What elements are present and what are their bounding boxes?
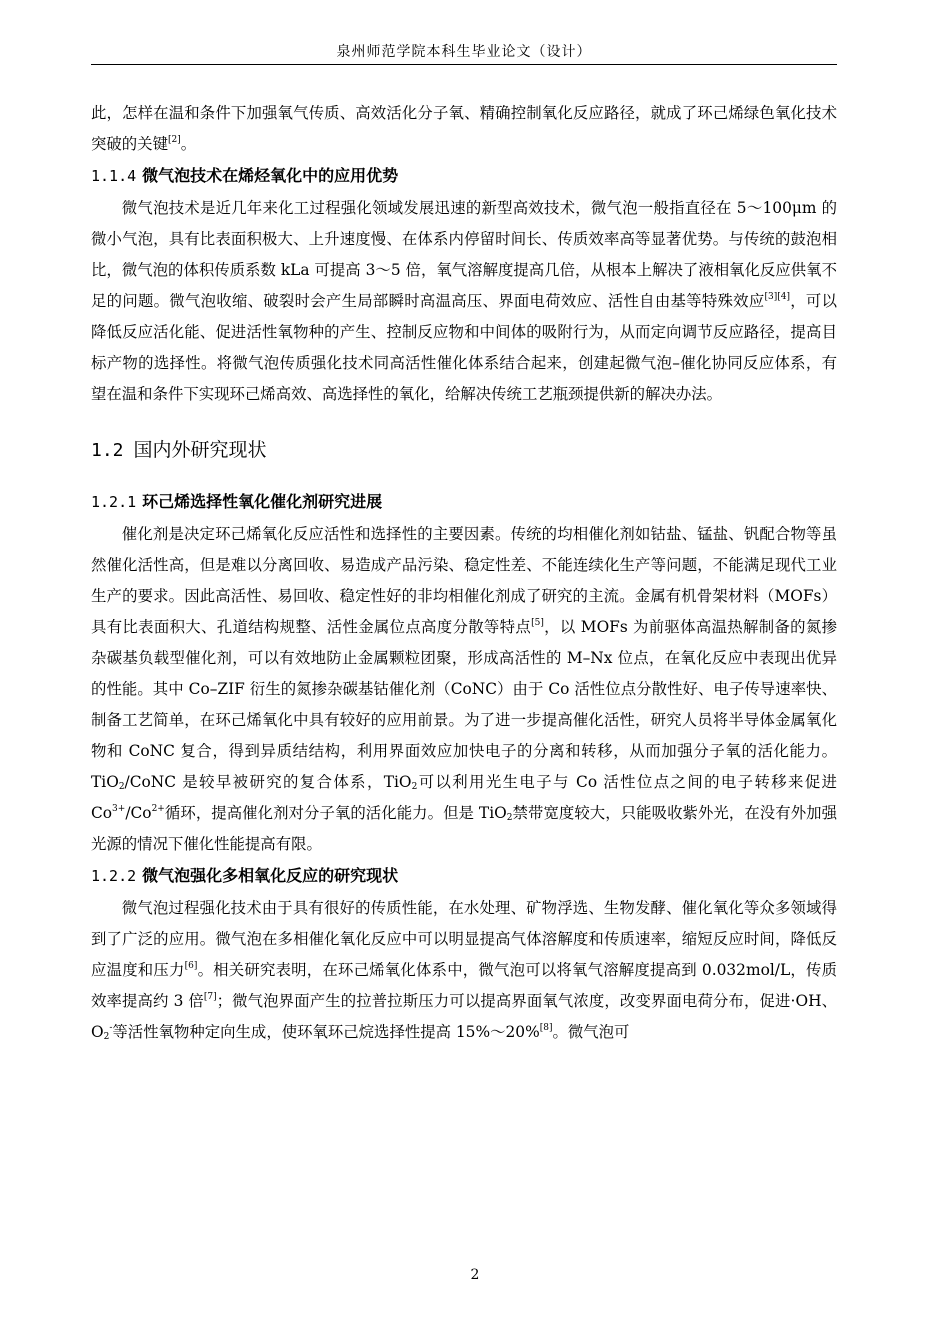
paragraph-catalyst-progress — [91, 519, 837, 860]
text: 此，怎样在温和条件下加强氧气传质、高效活化分子氧、精确控制氧化反应路径，就成了环己烯绿色氧化技术突破的关键 — [91, 104, 837, 153]
paragraph-microbubble-research — [91, 893, 837, 1048]
page-number: 2 — [470, 1267, 480, 1283]
section-heading-1-2-2 — [91, 861, 837, 891]
subscript: 2 — [103, 1032, 110, 1042]
text: /CoNC 是较早被研究的复合体系，TiO — [124, 773, 412, 791]
text: 微气泡过程强化技术由于具有很好的传质性能，在水处理、矿物浮选、生物发酵、催化氧化等众多领域得到了广泛的应用。微气泡在多相催化氧化反应中可以明显提高气体溶解度和传质速率，缩短反应时间，降低反应温度和压力 — [91, 899, 837, 979]
section-heading-1-1-4 — [91, 161, 837, 191]
text: 循环，提高催化剂对分子氧的活化能力。但是 TiO — [164, 804, 507, 822]
citation: [5] — [531, 618, 544, 628]
text: 。 — [180, 135, 197, 153]
section-title: 国内外研究现状 — [133, 439, 267, 461]
text: 等活性氧物种定向生成，使环氧环己烷选择性提高 15%～20% — [112, 1023, 540, 1041]
superscript: 3+ — [112, 804, 126, 814]
section-heading-1-2-1 — [91, 487, 837, 517]
text: 微气泡技术是近几年来化工过程强化领域发展迅速的新型高效技术，微气泡一般指直径在 5～100μm 的微小气泡，具有比表面积极大、上升速度慢、在体系内停留时间长、传质效率高等显著优势。与传统的鼓泡相比，微气泡的体积传质系数 kLa 可提高 3～5 倍，氧气溶解度提高几倍，从根本上解决了液相氧化反应供氧不足的问题。微气泡收缩、破裂时会产生局部瞬时高温高压、界面电荷效应、活性自由基等特殊效应 — [91, 199, 837, 310]
text: /Co — [125, 804, 152, 822]
section-title: 微气泡强化多相氧化反应的研究现状 — [142, 866, 399, 885]
citation: [3][4] — [764, 292, 790, 302]
text: ；微气泡界面产生的拉普拉斯压力可以提高界面氧气浓度，改变界面电荷分布，促进·OH、O — [91, 992, 837, 1041]
main-content — [91, 98, 837, 1048]
text: 禁带宽度较大，只能吸收紫外光，在没有外加强光源的情况下催化性能提高有限。 — [91, 804, 837, 853]
header-rule — [91, 64, 837, 65]
text: ，可以降低反应活化能、促进活性氧物种的产生、控制反应物和中间体的吸附行为，从而定向调节反应路径，提高目标产物的选择性。将微气泡传质强化技术同高活性催化体系结合起来，创建起微气泡–催化协同反应体系，有望在温和条件下实现环己烯高效、高选择性的氧化，给解决传统工艺瓶颈提供新的解决办法。 — [91, 292, 837, 403]
section-title: 环己烯选择性氧化催化剂研究进展 — [142, 492, 383, 511]
subscript: 2 — [118, 782, 125, 792]
text: 催化剂是决定环己烯氧化反应活性和选择性的主要因素。传统的均相催化剂如钴盐、锰盐、钒配合物等虽然催化活性高，但是难以分离回收、易造成产品污染、稳定性差、不能连续化生产等问题，不能满足现代工业生产的要求。因此高活性、易回收、稳定性好的非均相催化剂成了研究的主流。金属有机骨架材料（MOFs）具有比表面积大、孔道结构规整、活性金属位点高度分散等特点 — [91, 525, 837, 636]
superscript: 2+ — [151, 804, 165, 814]
section-number: 1.2.1 — [91, 493, 137, 511]
text: 。微气泡可 — [552, 1023, 630, 1041]
citation: [7] — [203, 992, 217, 1002]
superscript: - — [109, 1023, 113, 1033]
subscript: 2 — [411, 782, 418, 792]
page-header-title: 泉州师范学院本科生毕业论文（设计） — [336, 44, 592, 60]
text: 。相关研究表明，在环己烯氧化体系中，微气泡可以将氧气溶解度提高到 0.032mol/L，传质效率提高约 3 倍 — [91, 961, 837, 1010]
section-number: 1.2.2 — [91, 867, 137, 885]
citation: [6] — [184, 961, 198, 971]
paragraph-microbubble-advantages — [91, 193, 837, 410]
text: ，以 MOFs 为前驱体高温热解制备的氮掺杂碳基负载型催化剂，可以有效地防止金属颗粒团聚，形成高活性的 M–Nx 位点，在氧化反应中表现出优异的性能。其中 Co–ZIF 衍生的氮掺杂碳基钴催化剂（CoNC）由于 Co 活性位点分散性好、电子传导速率快、制备工艺简单，在环己烯氧化中具有较好的应用前景。为了进一步提高催化活性，研究人员将半导体金属氧化物和 CoNC 复合，得到异质结结构，利用界面效应加快电子的分离和转移，从而加强分子氧的活化能力。TiO — [91, 618, 837, 791]
paragraph-continuation — [91, 98, 837, 160]
citation: [2] — [167, 135, 181, 145]
section-heading-1-2 — [91, 434, 837, 467]
section-number: 1.1.4 — [91, 167, 137, 185]
section-title: 微气泡技术在烯烃氧化中的应用优势 — [142, 166, 399, 185]
subscript: 2 — [506, 813, 513, 823]
text: 可以利用光生电子与 Co 活性位点之间的电子转移来促进 Co — [91, 773, 838, 822]
citation: [8] — [539, 1023, 553, 1033]
section-number: 1.2 — [91, 440, 124, 461]
